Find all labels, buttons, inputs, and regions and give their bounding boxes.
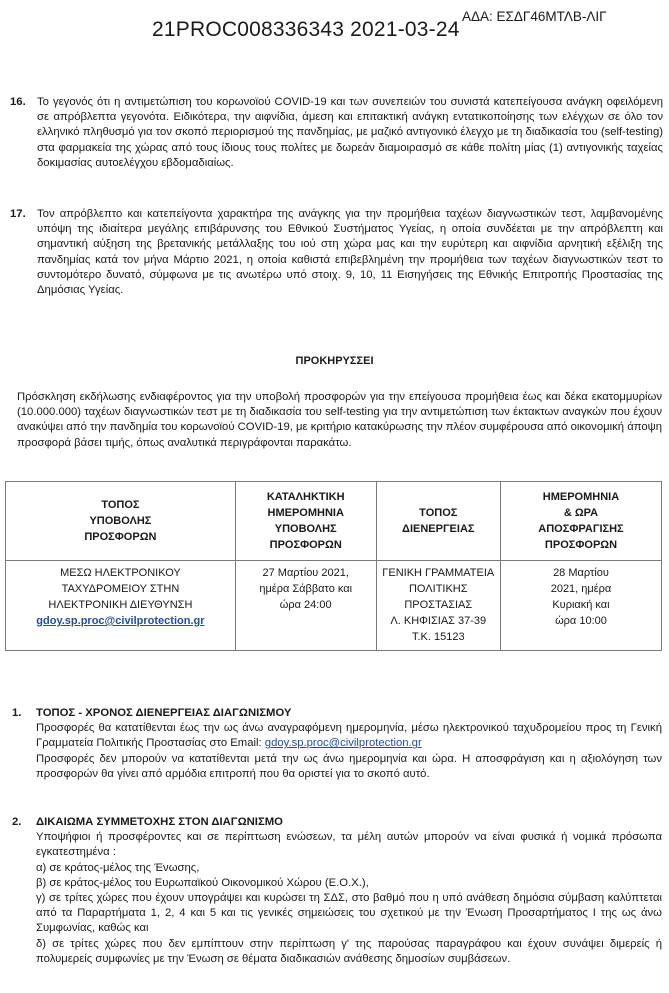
header-opening-datetime: ΗΜΕΡΟΜΗΝΙΑ & ΩΡΑ ΑΠΟΣΦΡΑΓΙΣΗΣ ΠΡΟΣΦΟΡΩΝ xyxy=(500,482,661,561)
section-paragraph: Προσφορές δεν μπορούν να κατατίθενται μετά την ως άνω ημερομηνία και ώρα. Η αποσφράγιση και η αξιολόγηση των προσφορών θα γίνει από αρμόδια επιτροπή που θα οριστεί για το σκοπό αυτό. xyxy=(36,752,662,780)
header-submission-deadline: ΚΑΤΑΛΗΚΤΙΚΗ ΗΜΕΡΟΜΗΝΙΑ ΥΠΟΒΟΛΗΣ ΠΡΟΣΦΟΡΩΝ xyxy=(235,482,376,561)
eligibility-point: δ) σε τρίτες χώρες που δεν εμπίπτουν στην περίπτωση γ' της παρούσας παραγράφου και έχουν συνάψει διμερείς ή πολυμερείς συμφωνίες με την Ένωση σε θέματα διαδικασιών ανάθεσης δημοσίων συμβάσεων. xyxy=(36,937,662,965)
section-number: 2. xyxy=(12,816,22,828)
invitation-paragraph: Πρόσκληση εκδήλωσης ενδιαφέροντος για την υποβολή προσφορών για την επείγουσα προμήθεια έως και δέκα εκατομμυρίων (10.000.000) ταχέων διαγνωστικών τεστ με τη διαδικασία του self-testing για την αντιμετώπιση των έκτακτων αναγκών που έχουν ανακύψει από την πανδημία του κορωνοϊού COVID-19, με κριτήριο κατακύρωσης την πλέον συμφέρουσα από οικονομική άποψη προσφορά βάσει τιμής, όπως αναλυτικά περιγράφονται παρακάτω. xyxy=(17,391,662,449)
recital-item xyxy=(10,207,663,298)
section-place-time xyxy=(12,706,662,782)
email-link[interactable]: gdoy.sp.proc@civilprotection.gr xyxy=(36,615,205,627)
offers-table xyxy=(5,481,662,651)
section-title: ΔΙΚΑΙΩΜΑ ΣΥΜΜΕΤΟΧΗΣ ΣΤΟΝ ΔΙΑΓΩΝΙΣΜΟ xyxy=(36,816,283,828)
proclamation-heading: ΠΡΟΚΗΡΥΣΣΕΙ xyxy=(295,355,374,367)
email-link[interactable]: gdoy.sp.proc@civilprotection.gr xyxy=(264,737,422,750)
eligibility-point: α) σε κράτος-μέλος της Ένωσης, xyxy=(36,861,200,874)
recital-item xyxy=(10,95,663,171)
header-venue: ΤΟΠΟΣ ΔΙΕΝΕΡΓΕΙΑΣ xyxy=(376,482,500,561)
table-row xyxy=(6,561,662,651)
section-title: ΤΟΠΟΣ - ΧΡΟΝΟΣ ΔΙΕΝΕΡΓΕΙΑΣ ΔΙΑΓΩΝΙΣΜΟΥ xyxy=(36,707,292,719)
eligibility-point: β) σε κράτος-μέλος του Ευρωπαϊκού Οικονομικού Χώρου (Ε.Ο.Χ.), xyxy=(36,876,369,889)
section-paragraph: Υποψήφιοι ή προσφέροντες και σε περίπτωση ενώσεων, τα μέλη αυτών μπορούν να είναι φυσικά ή νομικά πρόσωπα εγκατεστημένα : xyxy=(36,831,662,859)
recital-number: 17. xyxy=(10,208,26,220)
section-eligibility xyxy=(12,815,662,967)
document-id-stamp: 21PROC008336343 2021-03-24 xyxy=(152,18,460,41)
recital-text: Τον απρόβλεπτο και κατεπείγοντα χαρακτήρα της ανάγκης για την προμήθεια ταχέων διαγνωστικών τεστ, λαμβανομένης υπόψη της ιδιαίτερα μεγάλης επιβάρυνσης του Εθνικού Συστήματος Υγείας, η οποία συνδέεται με την απρόβλεπτη και σημαντική αύξηση της βρετανικής μετάλλαξης του ιού στη χώρα μας και την ευρύτερη και αιφνίδια αρνητική εξέλιξη της πανδημίας κατά τον μήνα Μάρτιο 2021, η οποία καθιστά επιβεβλημένη την προμήθεια των ταχέων διαγνωστικών τεστ το συντομότερο δυνατό, σύμφωνα με τις ανωτέρω υπό στοιχ. 9, 10, 11 Εισηγήσεις της Εθνικής Επιτροπής Προστασίας της Δημόσιας Υγείας. xyxy=(37,208,663,297)
table-header-row xyxy=(6,482,662,561)
cell-venue: ΓΕΝΙΚΗ ΓΡΑΜΜΑΤΕΙΑ ΠΟΛΙΤΙΚΗΣ ΠΡΟΣΤΑΣΙΑΣ Λ. ΚΗΦΙΣΙΑΣ 37-39 Τ.Κ. 15123 xyxy=(376,561,500,651)
cell-submission-place: ΜΕΣΩ ΗΛΕΚΤΡΟΝΙΚΟΥ ΤΑΧΥΔΡΟΜΕΙΟΥ ΣΤΗΝ ΗΛΕΚΤΡΟΝΙΚΗ ΔΙΕΥΘΥΝΣΗ gdoy.sp.proc@civilprotection.gr xyxy=(6,561,236,651)
cell-submission-deadline: 27 Μαρτίου 2021, ημέρα Σάββατο και ώρα 24:00 xyxy=(235,561,376,651)
section-number: 1. xyxy=(12,707,22,719)
ada-code-stamp: ΑΔΑ: ΕΣΔΓ46ΜΤΛΒ-ΛΙΓ xyxy=(462,9,607,24)
recital-number: 16. xyxy=(10,96,26,108)
recital-text: Το γεγονός ότι η αντιμετώπιση του κορωνοϊού COVID-19 και των συνεπειών του συνιστά κατεπείγουσα ανάγκη οφειλόμενη σε απρόβλεπτα γεγονότα. Ειδικότερα, την αιφνίδια, άμεση και επιτακτική ανάγκη εντατικοποίησης των ελέγχων σε όλο τον ελληνικό πληθυσμό για τον σκοπό περιορισμού της πανδημίας, με μαζικό αντιγονικό έλεγχο με τη διαδικασία του (self-testing) στα φαρμακεία της χώρας από τους ίδιους τους πολίτες με δωρεάν διαμοιρασμό σε κάθε πολίτη μίας (1) αντιγονικής ταχείας δοκιμασίας αυτοελέγχου εβδομαδιαίως. xyxy=(37,96,663,169)
header-submission-place: ΤΟΠΟΣ ΥΠΟΒΟΛΗΣ ΠΡΟΣΦΟΡΩΝ xyxy=(6,482,236,561)
section-paragraph: Προσφορές θα κατατίθενται έως την ως άνω αναγραφόμενη ημερομηνία, μέσω ηλεκτρονικού ταχυδρομείου προς τη Γενική Γραμματεία Πολιτικής Προστασίας στο Email: gdoy.sp.proc@civilprotection.gr xyxy=(36,722,662,750)
cell-opening-datetime: 28 Μαρτίου 2021, ημέρα Κυριακή και ώρα 10:00 xyxy=(500,561,661,651)
eligibility-point: γ) σε τρίτες χώρες που έχουν υπογράψει και κυρώσει τη ΣΔΣ, στο βαθμό που η υπό ανάθεση δημόσια σύμβαση καλύπτεται από τα Παραρτήματα 1, 2, 4 και 5 και τις γενικές σημειώσεις του σχετικού με την Ένωση Προσαρτήματος I της ως άνω Συμφωνίας, καθώς και xyxy=(36,892,662,935)
